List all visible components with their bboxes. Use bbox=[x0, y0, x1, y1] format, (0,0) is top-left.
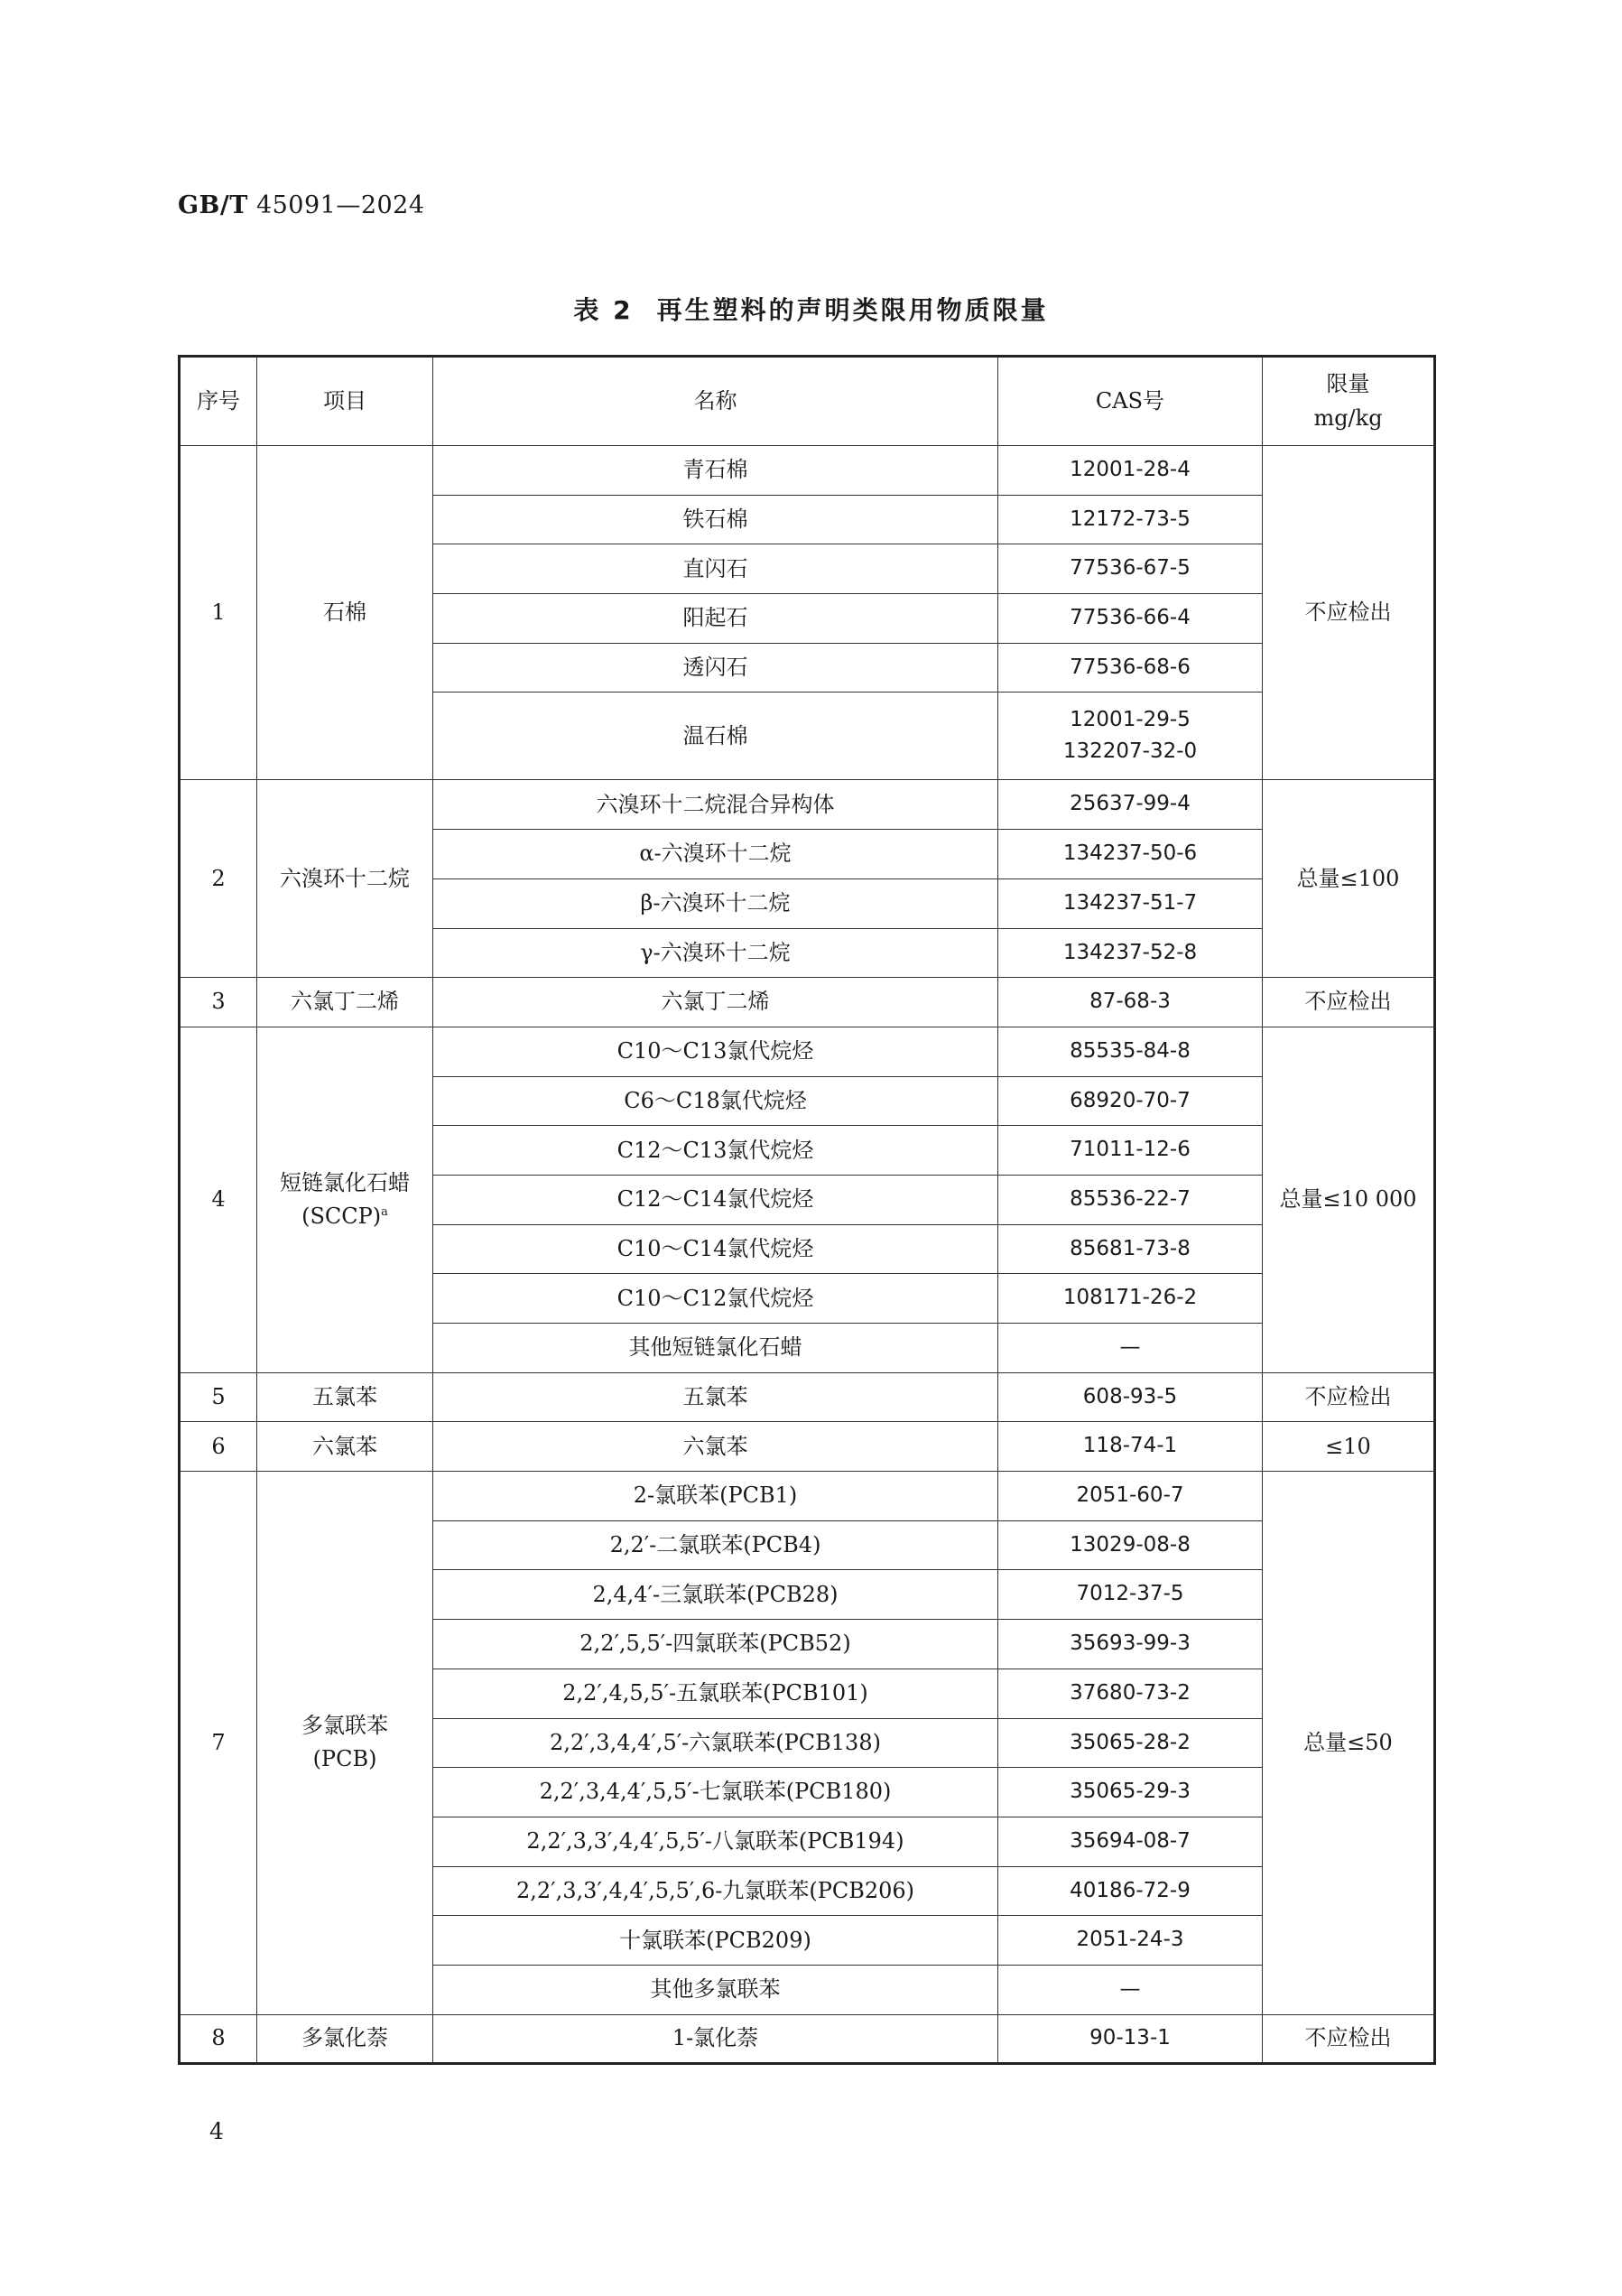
cas-number: 108171-26-2 bbox=[1062, 1286, 1198, 1310]
cell-name: 五氯苯 bbox=[433, 1372, 998, 1422]
cas-number: 85536-22-7 bbox=[1070, 1186, 1191, 1211]
cell-name: C10～C14氯代烷烃 bbox=[433, 1224, 998, 1274]
cell-cas bbox=[998, 544, 1263, 594]
cell-name: 2,2′,3,3′,4,4′,5,5′-八氯联苯(PCB194) bbox=[433, 1817, 998, 1866]
cell-cas bbox=[998, 1126, 1263, 1176]
cas-number: 35065-29-3 bbox=[1070, 1780, 1191, 1804]
cell-cas bbox=[998, 1817, 1263, 1866]
table-row bbox=[180, 2014, 1435, 2064]
item-text: 多氯化萘 bbox=[301, 2025, 388, 2051]
cell-seq: 4 bbox=[180, 1027, 257, 1372]
cell-cas bbox=[998, 594, 1263, 644]
cell-name: C12～C13氯代烷烃 bbox=[433, 1126, 998, 1176]
header-cas: CAS号 bbox=[998, 357, 1263, 446]
item-text: 五氯苯 bbox=[312, 1383, 377, 1409]
cas-number: 68920-70-7 bbox=[1070, 1088, 1191, 1112]
cas-number: 2051-60-7 bbox=[1076, 1483, 1184, 1508]
cell-name: 2,2′,4,5,5′-五氯联苯(PCB101) bbox=[433, 1669, 998, 1718]
cas-number: 134237-51-7 bbox=[1062, 890, 1198, 915]
cell-seq: 5 bbox=[180, 1372, 257, 1422]
cell-cas bbox=[998, 2014, 1263, 2064]
cas-number: — bbox=[1119, 1976, 1141, 2001]
cell-name: 六氯丁二烯 bbox=[433, 978, 998, 1027]
cell-seq: 2 bbox=[180, 780, 257, 978]
cell-item bbox=[257, 978, 433, 1027]
item-text: 多氯联苯 bbox=[301, 1713, 388, 1739]
cell-cas bbox=[998, 1768, 1263, 1817]
cell-name: 温石棉 bbox=[433, 693, 998, 780]
cell-name: 2,4,4′-三氯联苯(PCB28) bbox=[433, 1570, 998, 1620]
cell-limit: 总量≤100 bbox=[1263, 780, 1435, 978]
restricted-substances-table bbox=[178, 355, 1436, 2065]
cell-seq: 8 bbox=[180, 2014, 257, 2064]
cell-item bbox=[257, 446, 433, 780]
cell-seq: 1 bbox=[180, 446, 257, 780]
table-row bbox=[180, 446, 1435, 496]
cell-name: γ-六溴环十二烷 bbox=[433, 928, 998, 978]
cell-limit: 总量≤10 000 bbox=[1263, 1027, 1435, 1372]
cell-item bbox=[257, 1472, 433, 2015]
cell-cas bbox=[998, 693, 1263, 780]
cell-name: 青石棉 bbox=[433, 446, 998, 496]
cas-number: 134237-50-6 bbox=[1062, 841, 1198, 866]
item-text: 六氯丁二烯 bbox=[291, 989, 399, 1015]
cas-number: 77536-67-5 bbox=[1070, 556, 1191, 581]
cell-item bbox=[257, 780, 433, 978]
cas-number: 7012-37-5 bbox=[1076, 1582, 1184, 1606]
cell-limit: 不应检出 bbox=[1263, 2014, 1435, 2064]
cell-limit: 不应检出 bbox=[1263, 978, 1435, 1027]
cell-cas bbox=[998, 1718, 1263, 1768]
cell-cas bbox=[998, 643, 1263, 693]
cas-number: 12172-73-5 bbox=[1070, 507, 1191, 531]
table-body bbox=[180, 446, 1435, 2064]
cell-cas bbox=[998, 1027, 1263, 1076]
page-number: 4 bbox=[209, 2118, 224, 2144]
item-text: (PCB) bbox=[312, 1746, 377, 1772]
header-limit-label: 限量 bbox=[1326, 371, 1370, 397]
cell-cas bbox=[998, 830, 1263, 879]
cell-cas bbox=[998, 928, 1263, 978]
cell-cas bbox=[998, 1274, 1263, 1324]
cell-item bbox=[257, 1027, 433, 1372]
standard-header bbox=[178, 191, 425, 219]
cell-seq: 7 bbox=[180, 1472, 257, 2015]
cas-number: 132207-32-0 bbox=[1062, 739, 1198, 764]
table-row bbox=[180, 1472, 1435, 1521]
cell-cas bbox=[998, 1669, 1263, 1718]
cas-number: 118-74-1 bbox=[1082, 1434, 1178, 1458]
cell-name: 透闪石 bbox=[433, 643, 998, 693]
cell-limit: 不应检出 bbox=[1263, 446, 1435, 780]
cell-name: C12～C14氯代烷烃 bbox=[433, 1175, 998, 1224]
cell-cas bbox=[998, 878, 1263, 928]
cell-cas bbox=[998, 1422, 1263, 1472]
cell-cas bbox=[998, 446, 1263, 496]
item-text: 石棉 bbox=[323, 600, 366, 626]
table-row bbox=[180, 1422, 1435, 1472]
cas-number: 90-13-1 bbox=[1089, 2026, 1171, 2050]
cell-name: 2-氯联苯(PCB1) bbox=[433, 1472, 998, 1521]
cas-number: 40186-72-9 bbox=[1070, 1878, 1191, 1902]
cell-name: 2,2′,3,4,4′,5,5′-七氯联苯(PCB180) bbox=[433, 1768, 998, 1817]
cell-item bbox=[257, 1372, 433, 1422]
table-caption bbox=[0, 291, 1622, 327]
cell-cas bbox=[998, 1570, 1263, 1620]
cell-name: 2,2′,3,4,4′,5′-六氯联苯(PCB138) bbox=[433, 1718, 998, 1768]
cell-name: 阳起石 bbox=[433, 594, 998, 644]
standard-prefix: GB/T bbox=[178, 191, 248, 219]
cell-seq: 6 bbox=[180, 1422, 257, 1472]
cas-number: 12001-28-4 bbox=[1070, 458, 1191, 482]
cas-number: 71011-12-6 bbox=[1070, 1138, 1191, 1162]
cell-limit: 总量≤50 bbox=[1263, 1472, 1435, 2015]
cas-number: 85535-84-8 bbox=[1070, 1038, 1191, 1063]
cell-name: 其他短链氯化石蜡 bbox=[433, 1324, 998, 1373]
cell-cas bbox=[998, 1324, 1263, 1373]
cell-cas bbox=[998, 1372, 1263, 1422]
header-limit bbox=[1263, 357, 1435, 446]
cas-number: 608-93-5 bbox=[1082, 1384, 1178, 1408]
cell-cas bbox=[998, 1520, 1263, 1570]
cas-number: 77536-66-4 bbox=[1070, 606, 1191, 630]
cas-number: 134237-52-8 bbox=[1062, 940, 1198, 964]
cas-number: 12001-29-5 bbox=[1070, 707, 1191, 731]
cell-name: 铁石棉 bbox=[433, 495, 998, 544]
cell-name: 1-氯化萘 bbox=[433, 2014, 998, 2064]
table-row bbox=[180, 1372, 1435, 1422]
cell-name: C6～C18氯代烷烃 bbox=[433, 1076, 998, 1126]
cell-limit: 不应检出 bbox=[1263, 1372, 1435, 1422]
cell-cas bbox=[998, 1866, 1263, 1916]
item-text: 六溴环十二烷 bbox=[280, 865, 410, 891]
cas-number: 77536-68-6 bbox=[1070, 655, 1191, 679]
cell-name: β-六溴环十二烷 bbox=[433, 878, 998, 928]
cell-cas bbox=[998, 1076, 1263, 1126]
item-text: 六氯苯 bbox=[312, 1433, 377, 1459]
cell-cas bbox=[998, 978, 1263, 1027]
cell-item bbox=[257, 1422, 433, 1472]
table-row bbox=[180, 978, 1435, 1027]
table-row bbox=[180, 1027, 1435, 1076]
cell-seq: 3 bbox=[180, 978, 257, 1027]
cell-name: 直闪石 bbox=[433, 544, 998, 594]
cas-number: 37680-73-2 bbox=[1070, 1680, 1191, 1705]
cas-number: 35694-08-7 bbox=[1070, 1828, 1191, 1853]
cell-cas bbox=[998, 1916, 1263, 1966]
header-limit-unit: mg/kg bbox=[1313, 404, 1383, 431]
cell-cas bbox=[998, 1620, 1263, 1669]
cell-cas bbox=[998, 780, 1263, 830]
header-name: 名称 bbox=[433, 357, 998, 446]
cas-number: 13029-08-8 bbox=[1070, 1532, 1191, 1557]
table-label: 表 2 bbox=[573, 295, 634, 325]
cas-number: 25637-99-4 bbox=[1070, 792, 1191, 816]
cell-limit: ≤10 bbox=[1263, 1422, 1435, 1472]
cell-name: 十氯联苯(PCB209) bbox=[433, 1916, 998, 1966]
cell-name: α-六溴环十二烷 bbox=[433, 830, 998, 879]
table-header-row bbox=[180, 357, 1435, 446]
cell-name: 六氯苯 bbox=[433, 1422, 998, 1472]
item-text: (SCCP) bbox=[301, 1203, 382, 1229]
cell-name: C10～C12氯代烷烃 bbox=[433, 1274, 998, 1324]
cas-number: 35693-99-3 bbox=[1070, 1631, 1191, 1656]
cas-number: 85681-73-8 bbox=[1070, 1236, 1191, 1260]
table-row bbox=[180, 780, 1435, 830]
item-text: 短链氯化石蜡 bbox=[280, 1169, 410, 1195]
cell-cas bbox=[998, 1224, 1263, 1274]
cell-cas bbox=[998, 1472, 1263, 1521]
cell-name: 六溴环十二烷混合异构体 bbox=[433, 780, 998, 830]
cas-number: — bbox=[1119, 1335, 1141, 1360]
cell-name: 其他多氯联苯 bbox=[433, 1965, 998, 2014]
footnote-marker: a bbox=[381, 1204, 388, 1219]
cell-item bbox=[257, 2014, 433, 2064]
table-title: 再生塑料的声明类限用物质限量 bbox=[656, 295, 1049, 325]
cell-cas bbox=[998, 1175, 1263, 1224]
cas-number: 2051-24-3 bbox=[1076, 1928, 1184, 1952]
cas-number: 35065-28-2 bbox=[1070, 1730, 1191, 1754]
header-seq: 序号 bbox=[180, 357, 257, 446]
cell-cas bbox=[998, 1965, 1263, 2014]
cell-name: 2,2′-二氯联苯(PCB4) bbox=[433, 1520, 998, 1570]
cas-number: 87-68-3 bbox=[1089, 990, 1171, 1014]
cell-name: 2,2′,3,3′,4,4′,5,5′,6-九氯联苯(PCB206) bbox=[433, 1866, 998, 1916]
header-item: 项目 bbox=[257, 357, 433, 446]
standard-number: 45091—2024 bbox=[255, 191, 425, 219]
cell-name: C10～C13氯代烷烃 bbox=[433, 1027, 998, 1076]
cell-cas bbox=[998, 495, 1263, 544]
cell-name: 2,2′,5,5′-四氯联苯(PCB52) bbox=[433, 1620, 998, 1669]
